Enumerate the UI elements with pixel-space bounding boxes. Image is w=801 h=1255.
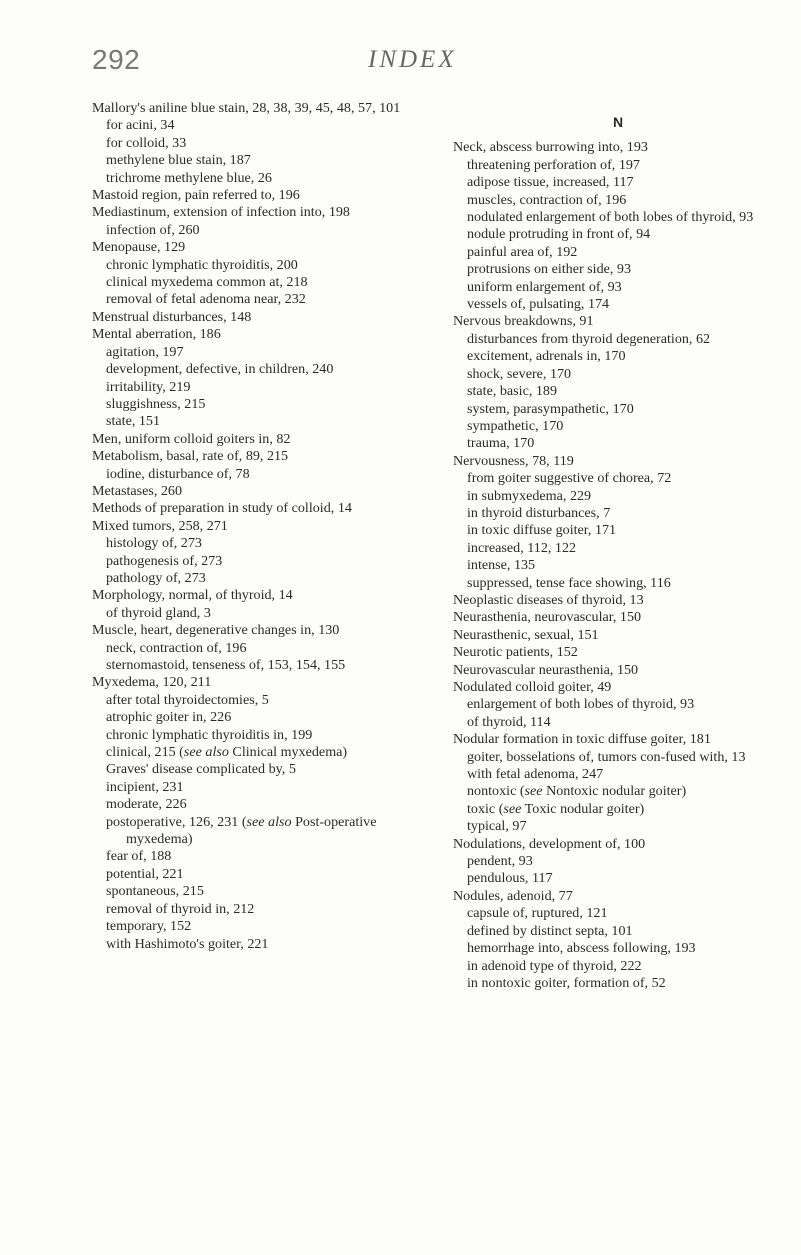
index-subentry <box>467 226 783 243</box>
index-subentry <box>106 640 426 657</box>
index-entry <box>92 100 426 117</box>
index-subentry <box>106 379 426 396</box>
index-column-left <box>92 100 426 953</box>
index-subentry <box>106 170 426 187</box>
see-target: Post-operative myxedema) <box>126 813 377 848</box>
index-subentry <box>106 291 426 308</box>
index-subentry <box>467 766 783 783</box>
index-subentry <box>106 692 426 709</box>
index-subentry <box>106 396 426 413</box>
entry-text: nontoxic ( <box>467 783 525 800</box>
index-subentry <box>467 296 783 313</box>
index-subentry <box>467 192 783 209</box>
entry-text: agitation, 197 <box>106 343 184 360</box>
entry-text: in thyroid disturbances, 7 <box>467 504 611 521</box>
index-subentry <box>106 135 426 152</box>
index-subentry <box>467 696 783 713</box>
entry-text: chronic lymphatic thyroiditis in, 199 <box>106 726 313 743</box>
entry-text: suppressed, tense face showing, 116 <box>467 574 671 591</box>
index-subentry <box>467 958 783 975</box>
index-subentry <box>106 535 426 552</box>
entry-text: toxic ( <box>467 800 504 817</box>
index-subentry <box>467 522 783 539</box>
entry-text: Menopause, 129 <box>92 239 186 256</box>
entry-text: Mixed tumors, 258, 271 <box>92 517 228 534</box>
index-subentry <box>106 848 426 865</box>
index-entry <box>453 836 783 853</box>
index-subentry <box>106 344 426 361</box>
entry-text: Neurasthenia, neurovascular, 150 <box>453 609 642 626</box>
entry-text: Neck, abscess burrowing into, 193 <box>453 139 648 156</box>
index-entry <box>92 448 426 465</box>
entry-text: pendulous, 117 <box>467 870 553 887</box>
see-reference: see also <box>183 744 229 761</box>
entry-text: moderate, 226 <box>106 796 187 813</box>
entry-text: incipient, 231 <box>106 778 184 795</box>
index-entry <box>92 674 426 691</box>
entry-text: Nervousness, 78, 119 <box>453 452 574 469</box>
entry-text: defined by distinct septa, 101 <box>467 922 633 939</box>
entry-text: after total thyroidectomies, 5 <box>106 691 269 708</box>
index-subentry <box>467 157 783 174</box>
entry-text: Men, uniform colloid goiters in, 82 <box>92 430 291 447</box>
entry-text: state, basic, 189 <box>467 383 558 400</box>
entry-text: Neurovascular neurasthenia, 150 <box>453 661 639 678</box>
index-subentry <box>106 779 426 796</box>
entry-text: with Hashimoto's goiter, 221 <box>106 935 269 952</box>
index-subentry <box>106 901 426 918</box>
index-subentry <box>467 401 783 418</box>
entry-text: uniform enlargement of, 93 <box>467 278 622 295</box>
entry-text: Morphology, normal, of thyroid, 14 <box>92 587 293 604</box>
entry-text: removal of thyroid in, 212 <box>106 900 255 917</box>
index-subentry <box>467 870 783 887</box>
entry-text: typical, 97 <box>467 818 527 835</box>
entry-text: development, defective, in children, 240 <box>106 361 334 378</box>
see-reference: see also <box>246 813 292 830</box>
entry-text: nodulated enlargement of both lobes of thyroid, 93 <box>467 209 754 226</box>
entry-text: methylene blue stain, 187 <box>106 152 251 169</box>
entry-text: atrophic goiter in, 226 <box>106 709 232 726</box>
right-entries <box>453 139 783 992</box>
entry-text: in adenoid type of thyroid, 222 <box>467 957 642 974</box>
entry-text: protrusions on either side, 93 <box>467 261 632 278</box>
entry-text: temporary, 152 <box>106 918 192 935</box>
index-subentry <box>106 814 426 849</box>
entry-text: Nervous breakdowns, 91 <box>453 313 594 330</box>
entry-text: muscles, contraction of, 196 <box>467 191 627 208</box>
index-subentry <box>106 361 426 378</box>
index-entry <box>92 187 426 204</box>
index-subentry <box>467 801 783 818</box>
index-entry <box>92 518 426 535</box>
index-subentry <box>106 152 426 169</box>
entry-text: Neurasthenic, sexual, 151 <box>453 626 599 643</box>
page-number: 292 <box>92 44 141 75</box>
entry-text: state, 151 <box>106 413 161 430</box>
index-entry <box>92 309 426 326</box>
entry-text: Nodulations, development of, 100 <box>453 835 646 852</box>
index-subentry <box>467 418 783 435</box>
index-subentry <box>106 709 426 726</box>
entry-text: postoperative, 126, 231 ( <box>106 813 247 830</box>
entry-text: painful area of, 192 <box>467 243 578 260</box>
entry-text: of thyroid, 114 <box>467 713 551 730</box>
entry-text: Mental aberration, 186 <box>92 326 221 343</box>
entry-text: threatening perforation of, 197 <box>467 156 640 173</box>
index-subentry <box>467 783 783 800</box>
index-subentry <box>106 657 426 674</box>
index-subentry <box>467 714 783 731</box>
entry-text: infection of, 260 <box>106 221 200 238</box>
entry-text: sympathetic, 170 <box>467 417 564 434</box>
entry-text: Nodules, adenoid, 77 <box>453 887 573 904</box>
see-target: Toxic nodular goiter) <box>521 800 645 817</box>
entry-text: vessels of, pulsating, 174 <box>467 296 610 313</box>
index-subentry <box>106 796 426 813</box>
entry-text: excitement, adrenals in, 170 <box>467 348 626 365</box>
entry-text: Metabolism, basal, rate of, 89, 215 <box>92 448 289 465</box>
index-subentry <box>467 923 783 940</box>
entry-text: Mallory's aniline blue stain, 28, 38, 39, 45, 48, 57, 101 <box>92 100 401 116</box>
entry-text: Graves' disease complicated by, 5 <box>106 761 296 778</box>
entry-text: intense, 135 <box>467 557 536 574</box>
entry-text: adipose tissue, increased, 117 <box>467 174 634 191</box>
entry-text: enlargement of both lobes of thyroid, 93 <box>467 696 695 713</box>
entry-text: Myxedema, 120, 211 <box>92 674 212 691</box>
index-column-right <box>453 100 783 992</box>
page-header <box>0 44 801 84</box>
see-target: Nontoxic nodular goiter) <box>542 783 687 800</box>
index-subentry <box>106 466 426 483</box>
see-reference: see <box>503 800 522 817</box>
index-subentry <box>467 905 783 922</box>
index-subentry <box>467 818 783 835</box>
index-entry <box>453 592 783 609</box>
index-subentry <box>106 936 426 953</box>
index-entry <box>92 483 426 500</box>
index-entry <box>453 313 783 330</box>
entry-text: capsule of, ruptured, 121 <box>467 905 608 922</box>
index-entry <box>92 326 426 343</box>
index-subentry <box>467 749 783 766</box>
entry-text: clinical myxedema common at, 218 <box>106 274 308 291</box>
index-entry <box>453 453 783 470</box>
index-subentry <box>467 435 783 452</box>
index-entry <box>92 500 426 517</box>
index-entry <box>92 431 426 448</box>
index-subentry <box>467 575 783 592</box>
entry-text: disturbances from thyroid degeneration, 62 <box>467 330 711 347</box>
index-subentry <box>467 244 783 261</box>
entry-text: in nontoxic goiter, formation of, 52 <box>467 974 666 991</box>
index-subentry <box>106 866 426 883</box>
entry-text: chronic lymphatic thyroiditis, 200 <box>106 256 298 273</box>
index-subentry <box>106 222 426 239</box>
running-head: INDEX <box>368 46 457 73</box>
index-entry <box>92 239 426 256</box>
entry-text: pendent, 93 <box>467 853 533 870</box>
entry-text: potential, 221 <box>106 865 184 882</box>
entry-text: in toxic diffuse goiter, 171 <box>467 522 617 539</box>
letter-heading: N <box>612 114 624 130</box>
entry-text: spontaneous, 215 <box>106 883 204 900</box>
index-subentry <box>106 413 426 430</box>
index-subentry <box>467 331 783 348</box>
index-subentry <box>467 540 783 557</box>
index-entry <box>453 609 783 626</box>
index-subentry <box>106 883 426 900</box>
index-subentry <box>106 761 426 778</box>
entry-text: removal of fetal adenoma near, 232 <box>106 291 306 308</box>
index-subentry <box>467 557 783 574</box>
index-subentry <box>106 727 426 744</box>
index-entry <box>453 888 783 905</box>
entry-text: trauma, 170 <box>467 435 535 452</box>
index-subentry <box>467 366 783 383</box>
entry-text: system, parasympathetic, 170 <box>467 400 634 417</box>
entry-text: Neurotic patients, 152 <box>453 644 578 661</box>
index-subentry <box>106 274 426 291</box>
index-subentry <box>106 918 426 935</box>
index-subentry <box>467 853 783 870</box>
index-subentry <box>106 744 426 761</box>
index-entry <box>92 204 426 221</box>
entry-text: Neoplastic diseases of thyroid, 13 <box>453 591 644 608</box>
entry-text: neck, contraction of, 196 <box>106 639 247 656</box>
index-subentry <box>467 470 783 487</box>
see-target: Clinical myxedema) <box>228 744 348 761</box>
index-subentry <box>106 553 426 570</box>
index-subentry <box>106 570 426 587</box>
entry-text: for acini, 34 <box>106 117 175 134</box>
entry-text: for colloid, 33 <box>106 134 187 151</box>
index-subentry <box>467 279 783 296</box>
index-subentry <box>467 348 783 365</box>
entry-text: sluggishness, 215 <box>106 395 206 412</box>
index-subentry <box>467 174 783 191</box>
index-subentry <box>467 975 783 992</box>
entry-text: increased, 112, 122 <box>467 539 577 556</box>
entry-text: with fetal adenoma, 247 <box>467 766 604 783</box>
entry-text: histology of, 273 <box>106 535 202 552</box>
entry-text: from goiter suggestive of chorea, 72 <box>467 470 672 487</box>
entry-text: Mediastinum, extension of infection into, 198 <box>92 204 350 221</box>
index-subentry <box>106 117 426 134</box>
entry-text: pathogenesis of, 273 <box>106 552 223 569</box>
index-subentry <box>467 209 783 226</box>
index-entry <box>453 662 783 679</box>
index-subentry <box>467 940 783 957</box>
entry-text: irritability, 219 <box>106 378 191 395</box>
index-entry <box>453 679 783 696</box>
index-entry <box>453 731 783 748</box>
index-entry <box>92 587 426 604</box>
index-subentry <box>467 261 783 278</box>
entry-text: of thyroid gland, 3 <box>106 604 211 621</box>
entry-text: Menstrual disturbances, 148 <box>92 308 252 325</box>
index-entry <box>453 644 783 661</box>
entry-text: pathology of, 273 <box>106 569 206 586</box>
entry-text: clinical, 215 ( <box>106 744 184 761</box>
index-entry <box>92 622 426 639</box>
entry-text: sternomastoid, tenseness of, 153, 154, 155 <box>106 657 346 673</box>
index-subentry <box>467 383 783 400</box>
entry-text: in submyxedema, 229 <box>467 487 592 504</box>
entry-text: shock, severe, 170 <box>467 365 572 382</box>
index-subentry <box>106 605 426 622</box>
entry-text: nodule protruding in front of, 94 <box>467 226 651 243</box>
entry-text: iodine, disturbance of, 78 <box>106 465 250 482</box>
index-entry <box>453 139 783 156</box>
entry-text: Metastases, 260 <box>92 482 183 499</box>
index-subentry <box>467 488 783 505</box>
entry-text: Nodular formation in toxic diffuse goiter, 181 <box>453 731 711 748</box>
index-subentry <box>106 257 426 274</box>
entry-text: goiter, bosselations of, tumors con-fused with, 13 <box>467 748 746 765</box>
entry-text: Methods of preparation in study of colloid, 14 <box>92 500 352 517</box>
index-entry <box>453 627 783 644</box>
entry-text: trichrome methylene blue, 26 <box>106 169 272 186</box>
entry-text: Nodulated colloid goiter, 49 <box>453 679 612 695</box>
index-subentry <box>467 505 783 522</box>
entry-text: Mastoid region, pain referred to, 196 <box>92 187 300 204</box>
entry-text: hemorrhage into, abscess following, 193 <box>467 940 696 957</box>
entry-text: Muscle, heart, degenerative changes in, 130 <box>92 622 340 639</box>
see-reference: see <box>524 783 543 800</box>
entry-text: fear of, 188 <box>106 848 172 865</box>
